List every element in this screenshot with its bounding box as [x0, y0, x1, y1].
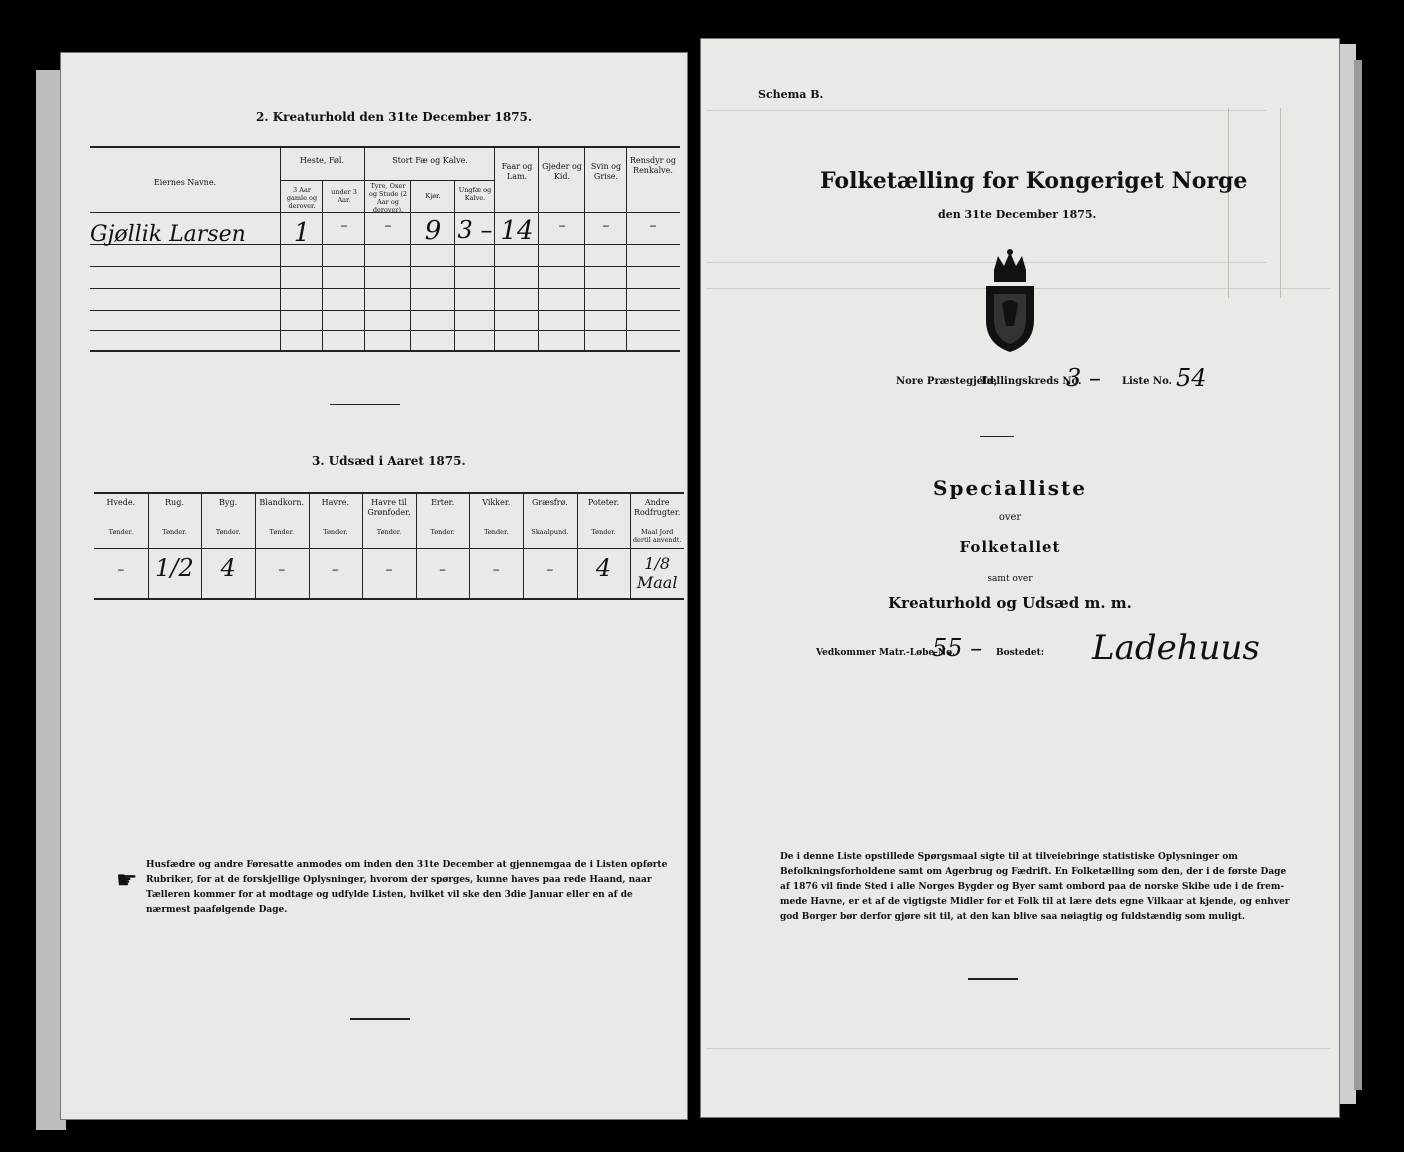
livestock-col-line	[364, 146, 365, 350]
bleed-col	[1280, 108, 1281, 298]
header-young: Ungfæ og Kalve.	[458, 186, 492, 202]
folketallet-label: Folketallet	[959, 538, 1061, 556]
over-label: over	[998, 512, 1022, 523]
seed-unit: Tønder.	[108, 528, 134, 536]
livestock-row-line	[90, 330, 680, 331]
header-horses-3: 3 Aar gamle og derover.	[286, 186, 318, 210]
main-title: Folketælling for Kongeriget Norge	[820, 168, 1248, 194]
list-value: 54	[1176, 364, 1207, 392]
livestock-row-line	[90, 288, 680, 289]
seed-unit: Skaalpund.	[531, 528, 569, 536]
livestock-row-line	[90, 310, 680, 311]
seed-unit: Tønder.	[591, 528, 616, 536]
note-line: nærmest paafølgende Dage.	[146, 905, 288, 915]
seed-value: 1/8 Maal	[636, 554, 678, 592]
coat-of-arms-icon	[980, 248, 1040, 354]
value-horses-u3: –	[340, 218, 348, 234]
left-page	[60, 52, 688, 1120]
samt-over-label: samt over	[987, 574, 1033, 584]
livestock-table-bottom	[90, 350, 680, 352]
bosted-label: Bostedet:	[996, 648, 1045, 658]
header-pigs: Svin og Grise.	[590, 162, 622, 181]
livestock-row-line	[90, 266, 680, 267]
header-owner: Eiernes Navne.	[153, 178, 217, 187]
seed-value: –	[278, 562, 286, 578]
livestock-col-line	[626, 146, 627, 350]
matr-value: 55 –	[932, 634, 983, 662]
bleed-line	[706, 1048, 1330, 1049]
seed-value: –	[546, 562, 554, 578]
seed-unit: Tønder.	[484, 528, 509, 536]
note-line: Rubriker, for at de forskjellige Oplysninger, hvorom der spørges, kunne haves paa rede Haand, naar	[146, 875, 652, 885]
livestock-col-line	[584, 146, 585, 350]
parish-label: Nore Præstegjeld,	[896, 376, 998, 387]
livestock-col-line	[280, 146, 281, 350]
seed-value: 1/2	[155, 554, 194, 582]
seed-value: –	[439, 562, 447, 578]
seed-unit: Maal Jord dertil anvendt.	[632, 528, 682, 544]
seed-header: Rug.	[165, 498, 184, 507]
bleed-line	[706, 110, 1266, 111]
owner-name: Gjøllik Larsen	[90, 222, 246, 247]
separator-rule	[980, 436, 1014, 437]
header-horses-u3: under 3 Aar.	[331, 188, 357, 204]
bleed-col	[1228, 108, 1229, 298]
section3-title: 3. Udsæd i Aaret 1875.	[312, 454, 466, 468]
seed-header: Erter.	[431, 498, 455, 507]
bottom-rule	[350, 1018, 410, 1020]
header-sheep: Faar og Lam.	[501, 162, 533, 181]
seed-header: Blandkorn.	[259, 498, 305, 507]
seed-header: Andre Rodfrugter.	[633, 498, 681, 517]
seed-value: –	[331, 562, 339, 578]
value-sheep: 14	[500, 216, 534, 246]
seed-value: –	[492, 562, 500, 578]
value-young: 3 –	[457, 216, 493, 244]
seed-table-top	[94, 492, 684, 494]
district-label: Tællingskreds No.	[980, 376, 1082, 387]
pointing-hand-icon: ☛	[116, 866, 138, 894]
seed-header: Vikker.	[482, 498, 511, 507]
kreaturhold-label: Kreaturhold og Udsæd m. m.	[888, 594, 1132, 612]
footer-line: god Borger bør derfor gjøre sit til, at den kan blive saa nøiagtig og fuldstændig som muligt.	[780, 912, 1246, 922]
value-pigs: –	[602, 218, 610, 234]
main-subtitle: den 31te December 1875.	[938, 208, 1097, 221]
seed-header: Poteter.	[587, 498, 620, 507]
seed-unit: Tønder.	[430, 528, 455, 536]
value-goats: –	[558, 218, 566, 234]
header-goats: Gjeder og Kid.	[542, 162, 582, 181]
livestock-subheader-line	[280, 180, 494, 181]
seed-header: Græsfrø.	[531, 498, 568, 507]
seed-unit: Tønder.	[376, 528, 402, 536]
seed-header: Havre til Grønfoder.	[367, 498, 411, 517]
footer-line: De i denne Liste opstillede Spørgsmaal sigte til at tilveiebringe statistiske Oplysninger om	[780, 852, 1238, 862]
header-reindeer: Rensdyr og Renkalve.	[630, 156, 676, 175]
note-line: Husfædre og andre Føresatte anmodes om inden den 31te December at gjennemgaa de i Listen opførte	[146, 860, 668, 870]
section2-title: 2. Kreaturhold den 31te December 1875.	[256, 110, 533, 124]
footer-line: mede Havne, er et af de vigtigste Midler for et Folk til at lære dets egne Vilkaar at kjende, og enhver	[780, 897, 1290, 907]
seed-header: Byg.	[219, 498, 238, 507]
value-cows: 9	[424, 216, 442, 246]
seed-header-divider	[94, 548, 684, 549]
livestock-col-line	[322, 180, 323, 350]
matr-label: Vedkommer Matr.-Løbe-No.	[816, 648, 956, 658]
seed-header: Havre.	[321, 498, 350, 507]
header-cows: Kjør.	[425, 192, 441, 200]
seed-value: 4	[595, 554, 612, 582]
header-cattle: Stort Fæ og Kalve.	[392, 156, 468, 165]
list-label: Liste No.	[1122, 376, 1173, 387]
livestock-col-line	[410, 180, 411, 350]
schema-label: Schema B.	[758, 88, 824, 101]
footer-text	[780, 850, 1310, 925]
seed-value: –	[117, 562, 125, 578]
special-title: Specialliste	[933, 476, 1087, 500]
seed-header: Hvede.	[106, 498, 136, 507]
bottom-rule	[968, 978, 1018, 980]
footer-line: af 1876 vil finde Sted i alle Norges Bygder og Byer samt ombord paa de norske Skibe ude i de frem-	[780, 882, 1285, 892]
header-bulls: Tyre, Oxer og Stude (2 Aar og derover).	[368, 182, 408, 214]
seed-unit: Tønder.	[323, 528, 348, 536]
livestock-col-line	[454, 180, 455, 350]
seed-value: 4	[220, 554, 236, 582]
header-horses: Heste, Føl.	[300, 156, 344, 165]
seed-unit: Tønder.	[215, 528, 241, 536]
separator-rule	[330, 404, 400, 405]
note-line: Tælleren kommer for at modtage og udfylde Listen, hvilket vil ske den 3die Januar eller en af de	[146, 890, 633, 900]
livestock-table-top	[90, 146, 680, 148]
footer-line: Befolkningsforholdene samt om Agerbrug og Fædrift. En Folketælling som den, der i de første Dage	[780, 867, 1287, 877]
bosted-value: Ladehuus	[1092, 628, 1260, 668]
value-bulls: –	[384, 218, 392, 234]
page-stack-right-2	[1354, 60, 1362, 1090]
livestock-col-line	[494, 146, 495, 350]
instruction-note	[146, 858, 676, 918]
value-reindeer: –	[649, 218, 657, 234]
district-value: 3 –	[1066, 364, 1101, 392]
seed-unit: Tønder.	[162, 528, 187, 536]
seed-unit: Tønder.	[269, 528, 294, 536]
right-page	[700, 38, 1340, 1118]
livestock-col-line	[538, 146, 539, 350]
seed-value: –	[385, 562, 393, 578]
seed-table-bottom	[94, 598, 684, 600]
value-horses-3: 1	[293, 218, 311, 248]
